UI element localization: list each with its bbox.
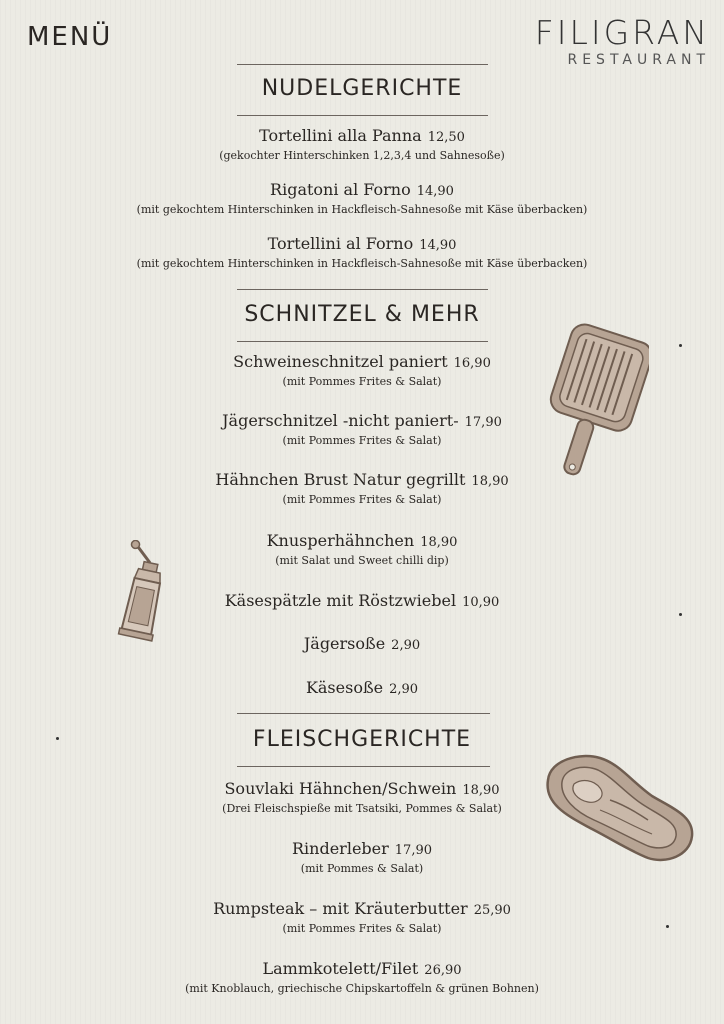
divider-top-schnitzel bbox=[237, 289, 488, 290]
item-name: Rigatoni al Forno bbox=[270, 180, 411, 199]
item-price: 18,90 bbox=[462, 783, 500, 798]
item-name: Jägersoße bbox=[303, 634, 386, 653]
item-description: (mit gekochtem Hinterschinken in Hackfleisch-Sahnesoße mit Käse überbacken) bbox=[136, 203, 588, 216]
item-name: Käsesoße bbox=[305, 678, 384, 697]
item-price: 18,90 bbox=[471, 474, 509, 489]
item-name: Lammkotelett/Filet bbox=[262, 959, 419, 978]
decorative-dot bbox=[679, 344, 682, 347]
item-name: Hähnchen Brust Natur gegrillt bbox=[215, 470, 466, 489]
item-description: (mit Pommes Frites & Salat) bbox=[282, 434, 442, 447]
decorative-dot bbox=[56, 737, 59, 740]
steak-icon bbox=[540, 750, 698, 868]
restaurant-logo bbox=[534, 13, 710, 68]
section-title: NUDELGERICHTE bbox=[261, 76, 463, 101]
decorative-dot bbox=[666, 925, 669, 928]
menu-item bbox=[0, 126, 724, 163]
item-description: (mit Knoblauch, griechische Chipskartoffeln & grünen Bohnen) bbox=[185, 982, 539, 995]
item-price: 2,90 bbox=[389, 682, 419, 697]
section-heading-fleischgerichte bbox=[0, 727, 724, 752]
item-name: Jägerschnitzel -nicht paniert- bbox=[222, 411, 459, 430]
menu-item bbox=[0, 531, 724, 568]
item-name: Rinderleber bbox=[292, 839, 389, 858]
item-price: 26,90 bbox=[424, 963, 462, 978]
grill-pan-icon bbox=[527, 323, 649, 495]
logo-subtitle: RESTAURANT bbox=[567, 52, 710, 68]
item-name: Rumpsteak – mit Kräuterbutter bbox=[213, 899, 468, 918]
item-description: (mit gekochtem Hinterschinken in Hackfleisch-Sahnesoße mit Käse überbacken) bbox=[136, 257, 588, 270]
item-name: Schweineschnitzel paniert bbox=[233, 352, 448, 371]
section-title: FLEISCHGERICHTE bbox=[252, 727, 472, 752]
item-price: 25,90 bbox=[473, 903, 511, 918]
item-name: Käsespätzle mit Röstzwiebel bbox=[224, 591, 457, 610]
logo-name: FILIGRAN bbox=[534, 13, 710, 52]
section-title: SCHNITZEL & MEHR bbox=[244, 302, 480, 327]
menu-label: MENÜ bbox=[27, 22, 113, 52]
menu-item bbox=[0, 899, 724, 936]
item-description: (mit Pommes Frites & Salat) bbox=[282, 493, 442, 506]
item-price: 10,90 bbox=[462, 595, 500, 610]
item-description: (mit Pommes & Salat) bbox=[300, 862, 424, 875]
menu-item bbox=[0, 591, 724, 613]
item-price: 16,90 bbox=[453, 356, 491, 371]
menu-item bbox=[0, 678, 724, 700]
divider-bottom-nudel bbox=[237, 115, 488, 116]
item-price: 14,90 bbox=[416, 184, 454, 199]
pepper-grinder-icon bbox=[114, 540, 172, 642]
item-description: (mit Salat und Sweet chilli dip) bbox=[275, 554, 449, 567]
divider-top-fleisch bbox=[237, 713, 490, 714]
item-name: Tortellini alla Panna bbox=[259, 126, 422, 145]
item-price: 14,90 bbox=[419, 238, 457, 253]
item-name: Souvlaki Hähnchen/Schwein bbox=[224, 779, 457, 798]
item-price: 12,50 bbox=[427, 130, 465, 145]
item-price: 17,90 bbox=[394, 843, 432, 858]
decorative-dot bbox=[679, 613, 682, 616]
item-price: 17,90 bbox=[464, 415, 502, 430]
item-name: Tortellini al Forno bbox=[267, 234, 414, 253]
item-price: 18,90 bbox=[420, 535, 458, 550]
item-price: 2,90 bbox=[391, 638, 421, 653]
menu-item bbox=[0, 234, 724, 271]
menu-item bbox=[0, 959, 724, 996]
item-description: (gekochter Hinterschinken 1,2,3,4 und Sahnesoße) bbox=[219, 149, 505, 162]
item-name: Knusperhähnchen bbox=[266, 531, 415, 550]
divider-top-nudel bbox=[237, 64, 488, 65]
menu-item bbox=[0, 180, 724, 217]
divider-bottom-fleisch bbox=[237, 766, 490, 767]
item-description: (Drei Fleischspieße mit Tsatsiki, Pommes & Salat) bbox=[222, 802, 502, 815]
item-description: (mit Pommes Frites & Salat) bbox=[282, 922, 442, 935]
item-description: (mit Pommes Frites & Salat) bbox=[282, 375, 442, 388]
section-heading-nudelgerichte bbox=[0, 76, 724, 101]
menu-item bbox=[0, 634, 724, 656]
divider-bottom-schnitzel bbox=[237, 341, 488, 342]
